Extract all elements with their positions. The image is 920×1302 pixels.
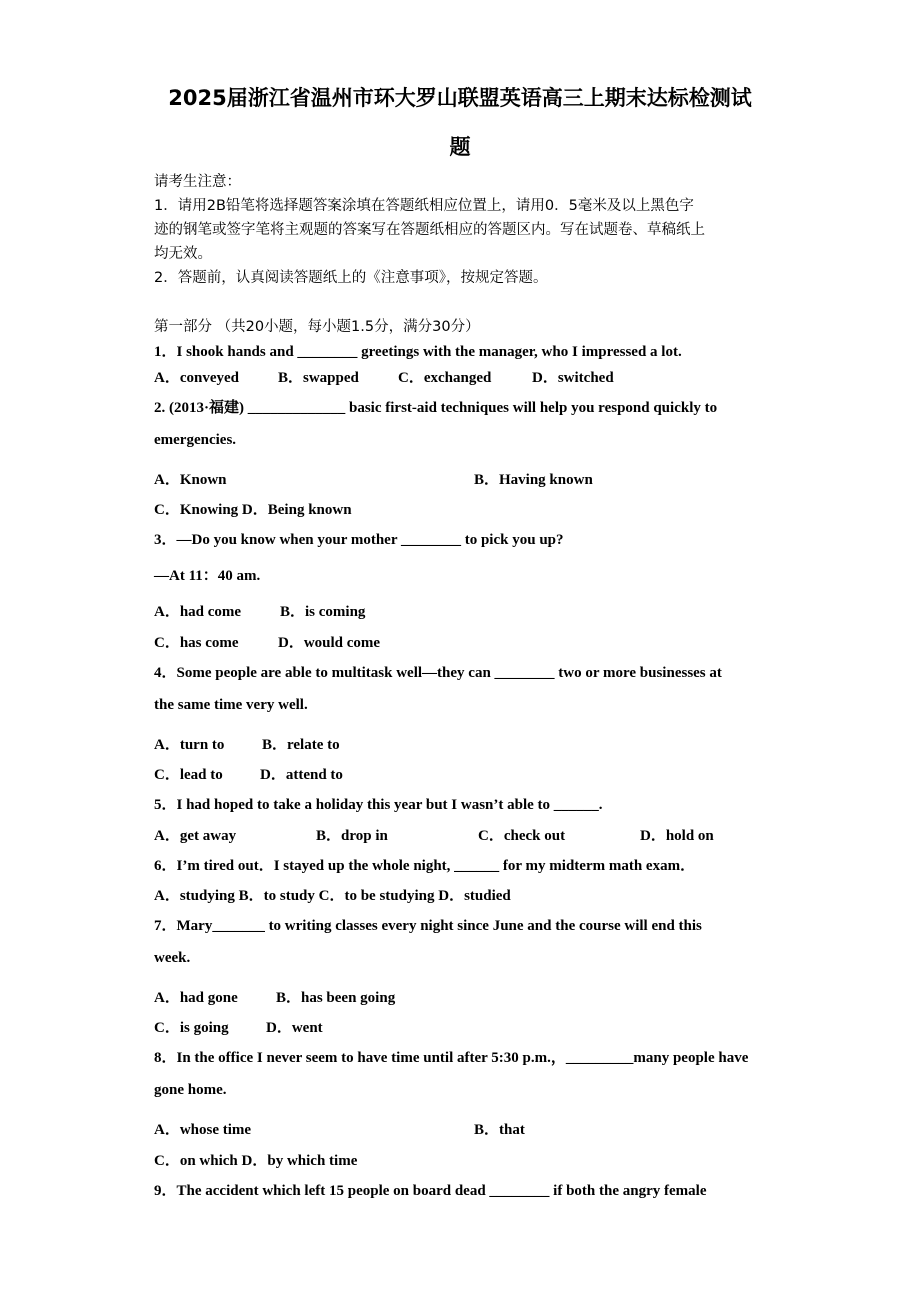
question-6-stem: 6．I’m tired out．I stayed up the whole night, ______ for my midterm math exam． <box>154 858 696 874</box>
option-d[interactable]: D．would come <box>278 635 381 651</box>
question-5-options <box>154 824 774 844</box>
option-c[interactable]: C．check out <box>478 828 566 844</box>
option-c[interactable]: C．is going <box>154 1020 229 1036</box>
option-b[interactable]: B．relate to <box>262 737 340 753</box>
notice-heading: 请考生注意： <box>154 174 241 190</box>
option-a[interactable]: A．Known <box>154 472 227 488</box>
question-8-stem-line-1: 8．In the office I never seem to have time until after 5:30 p.m.，_________many people have <box>154 1050 749 1066</box>
page-title-line-2: 题 <box>449 135 471 159</box>
option-c[interactable]: C．has come <box>154 635 239 651</box>
option-d[interactable]: D．switched <box>532 370 614 386</box>
option-a[interactable]: A．turn to <box>154 737 225 753</box>
option-b[interactable]: B．Having known <box>474 472 593 488</box>
option-b[interactable]: B．that <box>474 1122 525 1138</box>
option-a[interactable]: A．conveyed <box>154 370 239 386</box>
question-7-stem-line-1: 7．Mary_______ to writing classes every night since June and the course will end this <box>154 918 702 934</box>
option-a[interactable]: A．had gone <box>154 990 238 1006</box>
question-9-stem: 9．The accident which left 15 people on board dead ________ if both the angry female <box>154 1183 707 1199</box>
question-3-stem-line-1: 3．—Do you know when your mother ________ to pick you up? <box>154 532 564 548</box>
option-d[interactable]: D．went <box>266 1020 323 1036</box>
question-3-stem-line-2: —At 11：40 am. <box>154 568 261 584</box>
question-7-options-row-1 <box>154 986 774 1006</box>
option-b[interactable]: B．swapped <box>278 370 359 386</box>
option-d[interactable]: D．attend to <box>260 767 343 783</box>
option-b[interactable]: B．drop in <box>316 828 388 844</box>
option-a[interactable]: A．whose time <box>154 1122 252 1138</box>
question-5-stem: 5．I had hoped to take a holiday this year but I wasn’t able to ______. <box>154 797 603 813</box>
notice-item-2: 2．答题前，认真阅读答题纸上的《注意事项》，按规定答题。 <box>154 270 548 286</box>
question-1-options <box>154 366 774 386</box>
question-2-stem-line-2: emergencies. <box>154 432 237 448</box>
question-1-stem: 1．I shook hands and ________ greetings with the manager, who I impressed a lot. <box>154 344 682 360</box>
option-c[interactable]: C．lead to <box>154 767 223 783</box>
question-2-options-row-2[interactable]: C．Knowing D．Being known <box>154 502 352 518</box>
question-2-options-row-1 <box>154 468 774 488</box>
question-3-options-row-2 <box>154 631 774 651</box>
option-b[interactable]: B．is coming <box>280 604 366 620</box>
question-4-stem-line-2: the same time very well. <box>154 697 308 713</box>
page-title-line-1: 2025届浙江省温州市环大罗山联盟英语高三上期末达标检测试 <box>168 86 752 110</box>
question-4-options-row-2 <box>154 763 774 783</box>
question-7-stem-line-2: week. <box>154 950 191 966</box>
section-heading: 第一部分 （共20小题，每小题1.5分，满分30分） <box>154 319 480 335</box>
option-a[interactable]: A．get away <box>154 828 237 844</box>
question-6-options[interactable]: A．studying B．to study C．to be studying D．studied <box>154 888 511 904</box>
option-d[interactable]: D．hold on <box>640 828 714 844</box>
question-7-options-row-2 <box>154 1016 774 1036</box>
question-4-stem-line-1: 4．Some people are able to multitask well—they can ________ two or more businesses at <box>154 665 722 681</box>
question-8-options-row-1 <box>154 1118 774 1138</box>
option-c[interactable]: C．exchanged <box>398 370 492 386</box>
notice-item-1-line-3: 均无效。 <box>154 246 212 262</box>
question-2-stem-line-1: 2. (2013·福建) _____________ basic first-aid techniques will help you respond quickly to <box>154 400 718 416</box>
question-3-options-row-1 <box>154 600 774 620</box>
question-8-stem-line-2: gone home. <box>154 1082 227 1098</box>
question-8-options-row-2[interactable]: C．on which D．by which time <box>154 1153 358 1169</box>
notice-item-1-line-1: 1．请用2B铅笔将选择题答案涂填在答题纸相应位置上，请用0．5毫米及以上黑色字 <box>154 198 694 214</box>
notice-item-1-line-2: 迹的钢笔或签字笔将主观题的答案写在答题纸相应的答题区内。写在试题卷、草稿纸上 <box>154 222 705 238</box>
question-4-options-row-1 <box>154 733 774 753</box>
option-b[interactable]: B．has been going <box>276 990 396 1006</box>
option-a[interactable]: A．had come <box>154 604 242 620</box>
